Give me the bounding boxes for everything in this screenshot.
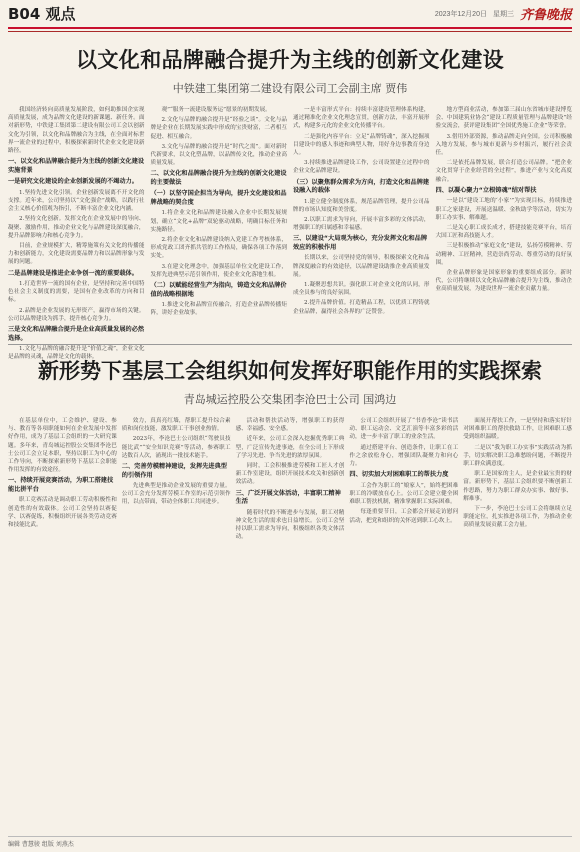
paragraph: 观”“服务一流建设服务运”愿景的初期发展。 (161, 107, 271, 113)
section-heading: 一、持续开展竞赛活动，为职工搭建技能比拼平台 (8, 477, 114, 493)
paragraph: 1.坚持先进文化引领。企业创新发展离不开文化的支撑。近年来，公司坚持以“文化强企”战略，以践行社会主义核心价值观为指引，不断丰富企业文化内涵。 (8, 189, 145, 213)
paragraph: 2.品牌是企业发展的无形资产，赢得市场的关键。公司以品牌建设为抓手，提升核心竞争力。 (8, 307, 145, 322)
article-2-body (8, 417, 572, 661)
paragraph: 1.文化与品牌的融合提升是“价值之魂”，企业文化是品牌的灵魂，品牌是文化的载体。 (8, 346, 145, 361)
paragraph: 同时，工会积极推进劳模和工匠人才创新工作室建设，组织开展技术攻关和创新创效活动。 (235, 463, 345, 486)
paragraph: 地方型商业活动，参加第三届山东省城市建设博览会、中国建筑业协会“建设工程质量管理与品牌建设”经验交流会，获评建设集团“全国优秀施工企业”等荣誉。 (435, 107, 572, 130)
paragraph: 3.在建文化理念中，加强基层单位文化建设工作，发挥先进典型示范引领作用，使企业文化落地生根。 (150, 263, 287, 278)
section-heading: 四、以凝心聚力“立根铸魂”结对帮扶 (435, 186, 537, 194)
paragraph: 3.文化与品牌的融合提升是“时代之需”。面对新时代新要求，以文化塑品牌，以品牌传文化，推动企业高质量发展。 (150, 143, 287, 167)
paragraph: 目前，企业规模扩大，精筹施策有关文化的传播能力和创新能力，文化建设需要品牌力和以品牌形象与发展的问题。 (8, 242, 145, 266)
paragraph: 二是以“我为职工办实事”实践活动为抓手，切实解决职工急难愁盼问题，不断提升职工群众满意度。 (463, 444, 572, 468)
section-heading: 二是品牌建设是推进企业争创一流的重要载体。 (8, 269, 138, 277)
paragraph: 2.坚持文化创新。发挥文化在企业发展中的导向、凝聚、激励作用，推动企业文化与品牌建设深度融合，提升品牌影响力和核心竞争力。 (8, 216, 145, 239)
newspaper-logo: 齐鲁晚报 (519, 8, 572, 23)
header-meta (435, 4, 572, 23)
paragraph: 每逢重要节日，工会都会开展走访慰问活动，把党和组织的关怀送到职工心坎上。 (349, 509, 459, 524)
text-column (463, 417, 572, 661)
paragraph: 二是强化内容平台：立足“品牌铸魂”，深入挖掘项目建设中的感人事迹和典型人物，用好身边事教育身边人。 (293, 133, 430, 157)
paragraph: 1.凝聚思想共识。强化职工对企业文化的认同，形成全员参与的良好氛围。 (293, 282, 430, 297)
section-heading: 三、以建设“大局观为核心，充分发挥文化和品牌效应的积极作用 (293, 235, 428, 251)
paragraph: 在基层单位中，工会维护、建设、参与、教育等各项职能如何在企业发展中发挥好作用，成为了基层工会组织的一大研究课题。多年来，青岛城运控股公交集团李沧巴士公司工会立足本职，坚持以职工为中心的工作导向，不断探索新形势下基层工会职能作用发挥的有效途径。 (8, 418, 117, 474)
paragraph: 一是以“建设工地的‘小家’”为实现目标，持续推进职工之家建设，开展送温暖、金秋助学等活动，切实为职工办实事、解难题。 (435, 198, 572, 221)
paragraph: 1.打造世界一流的国有企业，是坚持和完善中国特色社会主义制度的需要，是国有企业改革的方向和目标。 (8, 281, 145, 304)
header-rule-thin (8, 31, 572, 32)
section-heading: 二、以文化和品牌融合提升为主线的创新文化建设的主要做法 (150, 170, 287, 186)
section-heading: （二）以赋能经营生产为指向，铸造文化和品牌价值的战略根据地 (150, 282, 287, 298)
paragraph: 2.提升品牌价值。打造精品工程，以优质工程铸就企业品牌，赢得社会各界的广泛赞誉。 (293, 300, 430, 315)
paragraph: 随着时代的不断进步与发展，职工对精神文化生活的需求也日益增长。公司工会坚持以职工需求为导向，积极组织各类文体活动。 (235, 509, 345, 541)
page-footer: 编辑 曹慧骏 组版 刘燕杰 (8, 836, 572, 848)
paragraph: 二是依托品牌发展，联合打造公司品牌。“把企业文化贯穿于企业经营的全过程”，推进产业与文化高度融合。 (435, 160, 572, 183)
paragraph: 1.将企业文化和品牌建设融入企业中长期发展规划，确立“文化+品牌”双轮驱动战略，明确目标任务和实施路径。 (150, 210, 287, 233)
section-heading: 三是文化和品牌融合提升是企业高质量发展的必然选择。 (8, 326, 145, 342)
text-column (8, 417, 117, 661)
paragraph: 一是丰富形式平台：持续丰富建设管理体系构建，通过精准化企业文化理念宣贯，创新方法，丰富开展形式，构建多元化的企业文化传播平台。 (293, 107, 430, 130)
paragraph: 工会作为职工的“娘家人”，始终把困难职工的冷暖放在心上。公司工会建立健全困难职工帮扶机制，精准掌握职工实际困难。 (349, 482, 459, 506)
text-column (436, 106, 573, 363)
paragraph: 我国经济转向高质量发展阶段，如何助推国企实现高质量发展，成为品牌文化建设的新课题、新任务。面对新形势，中铁建工集团第二建设有限公司工会以创新文化为引领，以文化和品牌融合为主线，在全面对标世界一流企业的过程中，积极探索新时代企业文化建设新路径。 (8, 107, 145, 155)
section-label: B04 观点 (8, 5, 76, 23)
header-rule (8, 27, 572, 29)
text-column (349, 417, 458, 661)
article-2-author: 青岛城运控股公交集团李沧巴士公司 国鸿边 (183, 393, 397, 406)
text-column (236, 417, 345, 661)
paragraph: 2.以职工需求为导向，开展丰富多彩的文体活动，增强职工的归属感和幸福感。 (293, 217, 430, 232)
article-1-title: 以文化和品牌融合提升为主线的创新文化建设 (76, 47, 504, 72)
paragraph: 1.推进文化和品牌宣传融合，打造企业品牌传播矩阵，讲好企业故事。 (150, 302, 287, 317)
paragraph: 职工竞赛活动是调动职工劳动积极性和创造性的有效载体。公司工会坚持以赛促学、以赛促练，积极组织开展各类劳动竞赛和技能比武。 (8, 497, 117, 529)
paragraph: 面展开帮扶工作，一是坚持和落实好针对困难职工的帮扶救助工作，让困难职工感受到组织温暖。 (463, 418, 572, 441)
section-heading: 一、以文化和品牌融合提升为主线的创新文化建设实施背景 (8, 158, 145, 174)
paragraph: 企业品牌形象是国家形象的重要组成部分。新时代，公司将继续以文化和品牌融合提升为主线，推动企业高质量发展，为建设世界一流企业贡献力量。 (435, 269, 572, 293)
paragraph: 长期以来，公司坚持党的领导，积极探索文化和品牌深度融合的有效途径，以品牌建设助推企业高质量发展。 (293, 255, 430, 278)
paragraph: 2.文化与品牌的融合提升是“经验之谈”。文化与品牌是企业在长期发展实践中形成的宝贵财富，二者相互促进、相互融合。 (150, 117, 287, 140)
issue-weekday: 星期三 (492, 10, 514, 18)
paragraph: 通过搭建平台、创造条件，让职工在工作之余放松身心，增强团队凝聚力和向心力。 (349, 444, 459, 468)
issue-date: 2023年12月20日 (434, 10, 487, 18)
paragraph: 二是关心职工成长成才，搭建技能竞赛平台，培育大国工匠和高技能人才。 (435, 224, 572, 240)
paragraph: 3.持续推进品牌建设工作，公司设置建立过程中的企业文化品牌建设。 (293, 160, 430, 175)
paragraph: 活动和帮扶活动等，增强职工的获得感、幸福感、安全感。 (235, 418, 345, 433)
section-heading: 四、切实加大对困难职工的帮扶力度 (349, 471, 449, 479)
section-heading: 二、完善劳模精神建设，发挥先进典型的引领作用 (121, 463, 227, 479)
paragraph: 职工是国家的主人，是企业最宝贵的财富。新形势下，基层工会组织要不断创新工作思路，努力为职工群众办实事、做好事、解难事。 (463, 471, 572, 502)
article-2-title: 新形势下基层工会组织如何发挥好职能作用的实践探索 (38, 358, 542, 383)
page-header (8, 0, 572, 27)
section-heading: （三）以聚焦群众需求为方向，打造文化和品牌建设融入的载体 (293, 178, 430, 195)
paragraph: 2023年，李沧巴士公司组织“驾驶员技能比武”“安全知识竞赛”等活动，参赛职工达数百人次，涌现出一批技术能手。 (121, 436, 231, 459)
article-1-body (8, 106, 572, 361)
paragraph: 近年来，公司工会深入挖掘优秀职工典型，广泛宣传先进事迹，在全公司上下形成了学习先进、争当先进的浓厚氛围。 (235, 436, 345, 459)
text-column (122, 417, 231, 661)
paragraph: 下一步，李沧巴士公司工会将继续立足职能定位，扎实推进各项工作，为推动企业高质量发展贡献工会力量。 (463, 506, 572, 529)
text-column (151, 106, 288, 363)
section-heading: 三、广泛开展文体活动，丰富职工精神生活 (235, 489, 341, 506)
paragraph: 1.建立健全制度体系，规范品牌管理，提升公司品牌的市场认知度和美誉度。 (293, 198, 430, 213)
section-heading: （一）以坚守国企担当为导向，提升文化建设和品牌战略的契合度 (150, 190, 287, 206)
paragraph: 公司工会组织开展了“书香李沧”读书活动、职工运动会、文艺汇演等丰富多彩的活动，进一步丰富了职工的业余生活。 (349, 418, 459, 441)
text-column (293, 106, 430, 363)
paragraph: 先进典型是推动企业发展的重要力量。公司工会充分发挥劳模工作室的示范引领作用，以点带面，带动全体职工共同进步。 (121, 483, 231, 506)
paragraph: 3.借用外部资源，推动品牌走向全国。公司积极融入地方发展，参与城市更新与乡村振兴，履行社会责任。 (435, 133, 572, 157)
paragraph: 效力，真真亮红墙，帮职工提升综合素质和岗位技能，激发职工干事创业热情。 (121, 418, 231, 433)
article-1-author: 中铁建工集团第二建设有限公司工会副主席 贾伟 (172, 82, 408, 95)
text-column (8, 106, 145, 363)
paragraph: 三是积极推动“家庭文化”建设，弘扬劳模精神、劳动精神、工匠精神，营造崇尚劳动、尊重劳动的良好氛围。 (435, 243, 572, 266)
paragraph: 2.将企业文化和品牌建设纳入党建工作考核体系，形成党政工团齐抓共管的工作格局，确保各项工作落到实处。 (150, 237, 287, 260)
section-heading: 一是研究文化建设的企业创新发展的不竭动力。 (8, 178, 138, 186)
